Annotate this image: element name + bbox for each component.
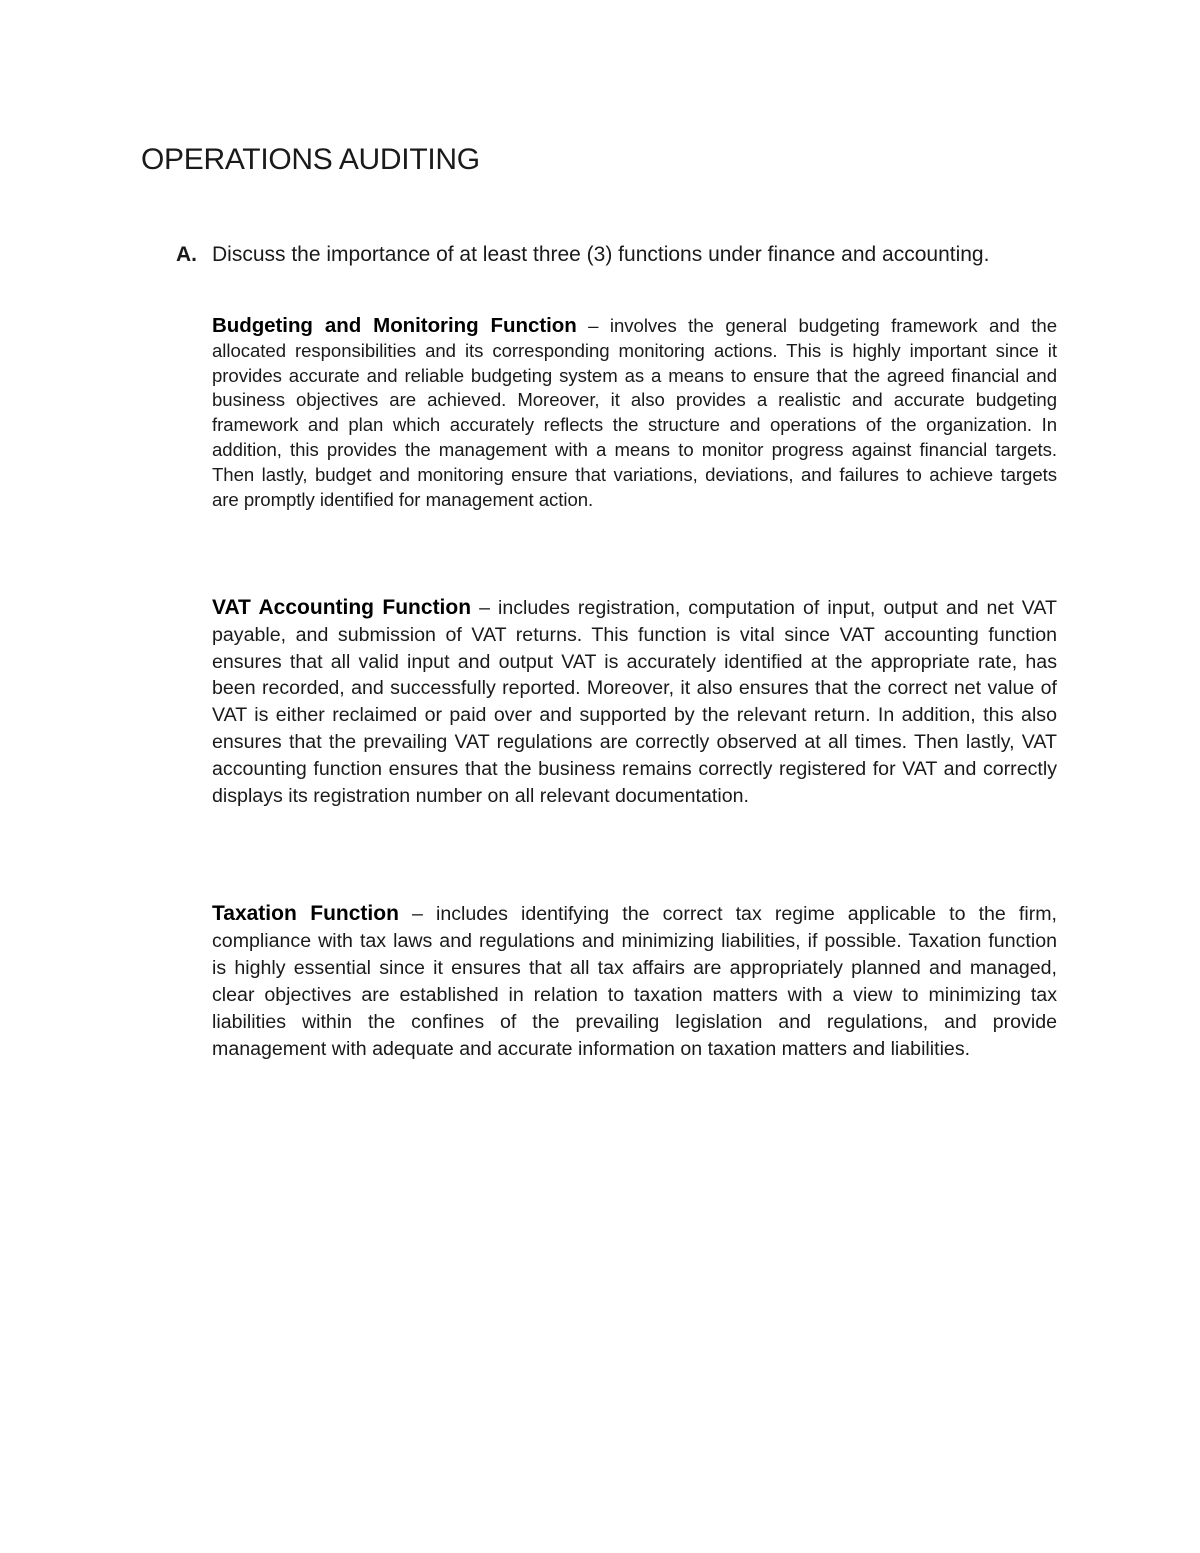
section-body: – includes identifying the correct tax regime applicable to the firm, compliance with tax laws and regulations and minimizing liabilities, if possible. Taxation function is highly essential since it ensures that all tax affairs are appropriately planned and managed, clear objectives are established in relation to taxation matters with a view to minimizing tax liabilities within the confines of the prevailing legislation and regulations, and provide management with adequate and accurate information on taxation matters and liabilities. — [212, 903, 1057, 1061]
section-body: – involves the general budgeting framework and the allocated responsibilities and its corresponding monitoring actions. This is highly important since it provides accurate and reliable budgeting system as a means to ensure that the agreed financial and business objectives are achieved. Moreover, it also provides a realistic and accurate budgeting framework and plan which accurately reflects the structure and operations of the organization. In addition, this provides the management with a means to monitor progress against financial targets. Then lastly, budget and monitoring ensure that variations, deviations, and failures to achieve targets are promptly identified for management action. — [212, 315, 1057, 510]
document-title: OPERATIONS AUDITING — [141, 143, 480, 176]
section-term: Budgeting and Monitoring Function — [212, 314, 577, 337]
section-budgeting-monitoring — [212, 314, 1057, 512]
section-vat-accounting — [212, 595, 1057, 809]
question-text: Discuss the importance of at least three (3) functions under finance and accounting. — [212, 243, 990, 266]
section-body: – includes registration, computation of input, output and net VAT payable, and submission of VAT returns. This function is vital since VAT accounting function ensures that all valid input and output VAT is accurately identified at the appropriate rate, has been recorded, and successfully reported. Moreover, it also ensures that the correct net value of VAT is either reclaimed or paid over and supported by the relevant return. In addition, this also ensures that the prevailing VAT regulations are correctly observed at all times. Then lastly, VAT accounting function ensures that the business remains correctly registered for VAT and correctly displays its registration number on all relevant documentation. — [212, 597, 1057, 807]
section-term: VAT Accounting Function — [212, 596, 472, 619]
section-term: Taxation Function — [212, 902, 399, 925]
section-taxation — [212, 900, 1057, 1064]
question-letter: A. — [176, 243, 197, 266]
